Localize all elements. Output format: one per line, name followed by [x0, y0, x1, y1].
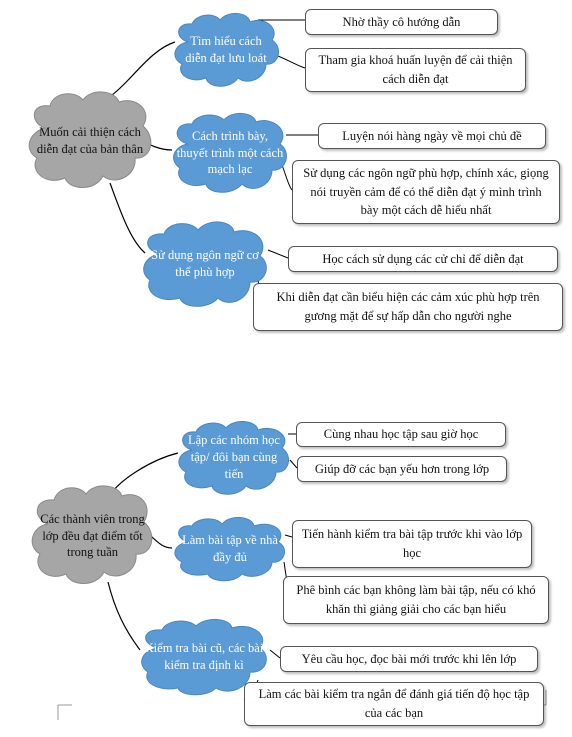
branch-cloud-2-2	[172, 518, 288, 580]
branch-label: Tìm hiểu cách diễn đạt lưu loát	[185, 33, 267, 65]
leaf-text: Tiến hành kiểm tra bài tập trước khi vào lớp học	[301, 527, 523, 560]
leaf-text: Sử dụng các ngôn ngữ phù hợp, chính xác, giọng nói truyền cảm để có thể diễn đạt ý mình trình bày một cách dễ hiểu nhất	[303, 165, 549, 218]
root-label: Muốn cải thiện cách diễn đạt của bản thân	[36, 124, 144, 156]
branch-cloud-1-2	[170, 112, 290, 194]
branch-cloud-1-3	[140, 220, 270, 308]
leaf-text: Tham gia khoá huấn luyện để cải thiện cách diễn đạt	[318, 53, 513, 86]
branch-label: Làm bài tập về nhà đầy đủ	[182, 533, 278, 564]
leaf-box-2-1-2	[297, 456, 507, 482]
leaf-box-1-2-1	[318, 123, 546, 149]
root-cloud-2	[30, 482, 155, 590]
leaf-box-1-3-1	[288, 246, 558, 272]
leaf-box-1-1-2	[305, 48, 526, 92]
branch-label: Lập các nhóm học tập/ đôi bạn cùng tiến	[188, 433, 280, 481]
leaf-box-2-1-1	[296, 422, 506, 447]
leaf-box-1-1-1	[305, 9, 498, 35]
leaf-box-2-3-2	[244, 682, 544, 726]
leaf-box-2-3-1	[280, 646, 538, 672]
branch-cloud-1-1	[172, 12, 280, 87]
leaf-box-2-2-2	[283, 576, 549, 624]
branch-label: Sử dụng ngôn ngữ cơ thể phù hợp	[151, 248, 259, 279]
leaf-text: Giúp đỡ các bạn yếu hơn trong lớp	[314, 461, 490, 476]
leaf-box-2-2-1	[292, 520, 532, 568]
leaf-text: Cùng nhau học tập sau giờ học	[323, 427, 479, 442]
root-label: Các thành viên trong lớp đều đạt điểm tốt trong tuần	[40, 511, 145, 560]
branch-label: Kiểm tra bài cũ, các bài kiểm tra định kì	[144, 641, 264, 672]
branch-label: Cách trình bày, thuyết trình một cách mạch lạc	[176, 128, 284, 177]
root-cloud-1	[25, 88, 155, 193]
leaf-text: Yêu cầu học, đọc bài mới trước khi lên lớp	[301, 651, 517, 666]
leaf-box-1-3-2	[253, 283, 563, 331]
leaf-text: Học cách sử dụng các cử chỉ để diễn đạt	[322, 251, 524, 266]
leaf-text: Khi diễn đạt cần biểu hiện các cảm xúc phù hợp trên gương mặt để sự hấp dẫn cho người nghe	[276, 290, 540, 323]
branch-cloud-2-1	[176, 420, 292, 495]
leaf-box-1-2-2	[292, 160, 560, 224]
leaf-text: Làm các bài kiểm tra ngắn để đánh giá tiến độ học tập của các bạn	[258, 687, 530, 720]
leaf-text: Phê bình các bạn không làm bài tập, nếu có khó khăn thì giảng giải cho các bạn hiểu	[296, 583, 536, 616]
leaf-text: Luyện nói hàng ngày về mọi chủ đề	[342, 128, 522, 143]
leaf-text: Nhờ thầy cô hướng dẫn	[342, 14, 461, 29]
